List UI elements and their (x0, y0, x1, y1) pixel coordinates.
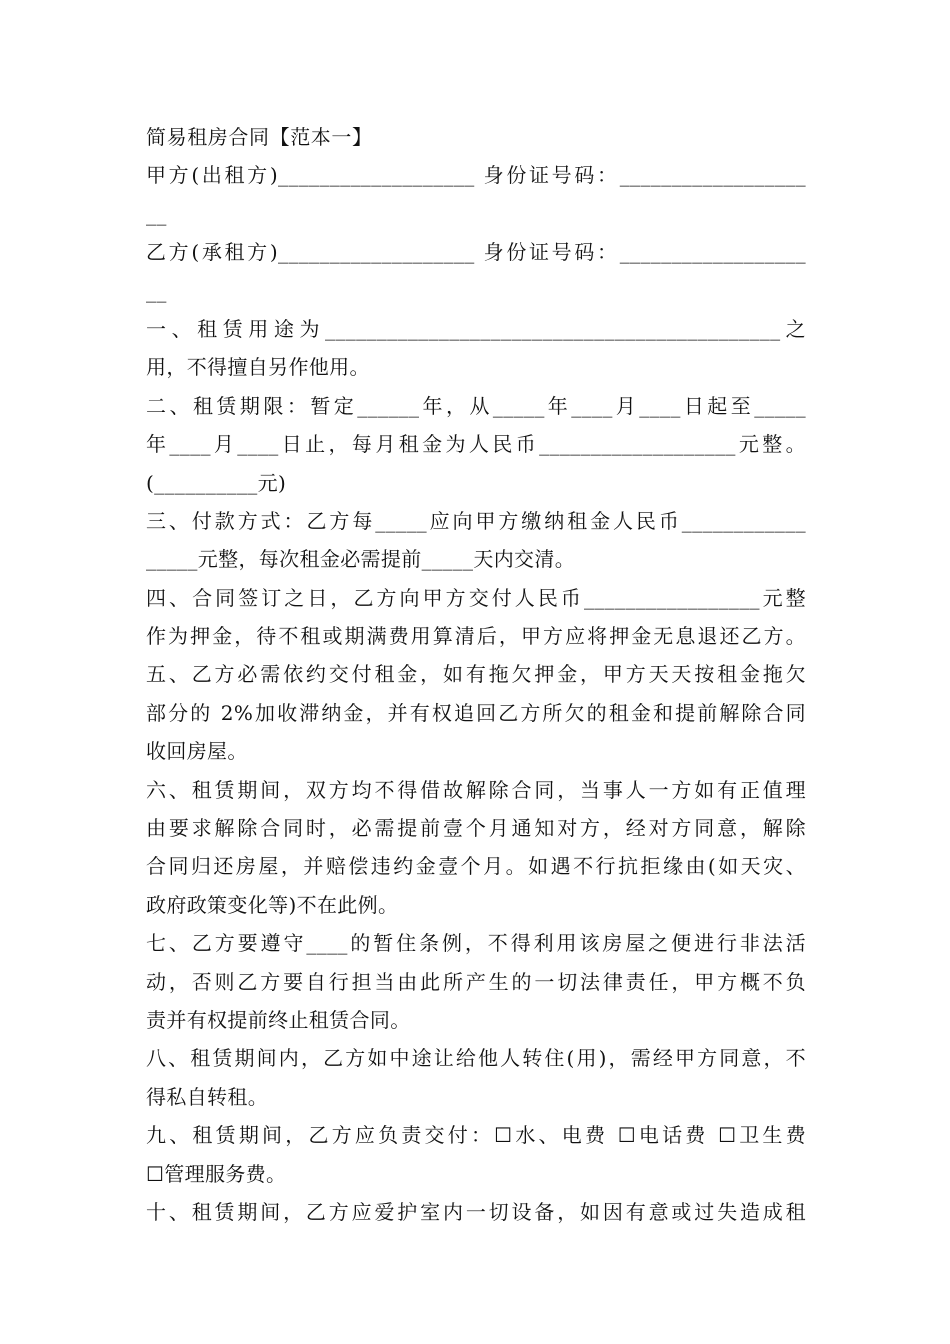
clause-6-line-3: 合同归还房屋，并赔偿违约金壹个月。如遇不行抗拒缘由(如天灾、 (146, 854, 806, 879)
clause-6-line-1: 六、租赁期间，双方均不得借故解除合同，当事人一方如有正值理 (146, 777, 806, 802)
clause-2-line-3: (__________元) (146, 470, 287, 495)
contract-page (146, 118, 806, 1231)
clause-4-line-1: 四、合同签订之日，乙方向甲方交付人民币_________________元整 (146, 585, 806, 610)
clause-10-line-1: 十、租赁期间，乙方应爱护室内一切设备，如因有意或过失造成租 (146, 1199, 806, 1224)
clause-3-line-2: _____元整，每次租金必需提前_____天内交清。 (146, 547, 576, 572)
clause-9-line-2: ☐管理服务费。 (146, 1161, 287, 1186)
clause-2-line-1: 二、租赁期限：暂定______年，从_____年____月____日起至_____ (146, 393, 806, 418)
clause-9-line-1: 九、租赁期间，乙方应负责交付：☐水、电费 ☐电话费 ☐卫生费 (146, 1123, 806, 1148)
clause-3-line-1: 三、付款方式：乙方每_____应向甲方缴纳租金人民币____________ (146, 508, 806, 533)
clause-1-line-1: 一、租赁用途为____________________________________________之 (146, 316, 806, 341)
clause-6-line-4: 政府政策变化等)不在此例。 (146, 892, 399, 917)
clause-4-line-2: 作为押金，待不租或期满费用算清后，甲方应将押金无息退还乙方。 (146, 624, 806, 649)
document-title: 简易租房合同【范本一】 (146, 125, 373, 149)
clause-5-line-3: 收回房屋。 (146, 739, 248, 764)
clause-1-line-2: 用，不得擅自另作他用。 (146, 355, 370, 380)
party-b-line: 乙方(承租方)___________________ 身份证号码：__________________ (146, 240, 806, 265)
clause-2-line-2: 年____月____日止，每月租金为人民币___________________元整。 (146, 432, 806, 457)
party-a-continuation: __ (146, 201, 167, 226)
clause-5-line-2: 部分的 2%加收滞纳金，并有权追回乙方所欠的租金和提前解除合同 (146, 700, 806, 725)
clause-5-line-1: 五、乙方必需依约交付租金，如有拖欠押金，甲方天天按租金拖欠 (146, 662, 806, 687)
clause-8-line-2: 得私自转租。 (146, 1084, 269, 1109)
clause-8-line-1: 八、租赁期间内，乙方如中途让给他人转住(用)，需经甲方同意，不 (146, 1046, 806, 1071)
clause-6-line-2: 由要求解除合同时，必需提前壹个月通知对方，经对方同意，解除 (146, 816, 806, 841)
party-b-continuation: __ (146, 278, 167, 303)
clause-7-line-3: 责并有权提前终止租赁合同。 (146, 1007, 411, 1032)
party-a-line: 甲方(出租方)___________________ 身份证号码：__________________ (146, 163, 806, 188)
clause-7-line-2: 动，否则乙方要自行担当由此所产生的一切法律责任，甲方概不负 (146, 969, 806, 994)
clause-7-line-1: 七、乙方要遵守____的暂住条例，不得利用该房屋之便进行非法活 (146, 931, 806, 956)
